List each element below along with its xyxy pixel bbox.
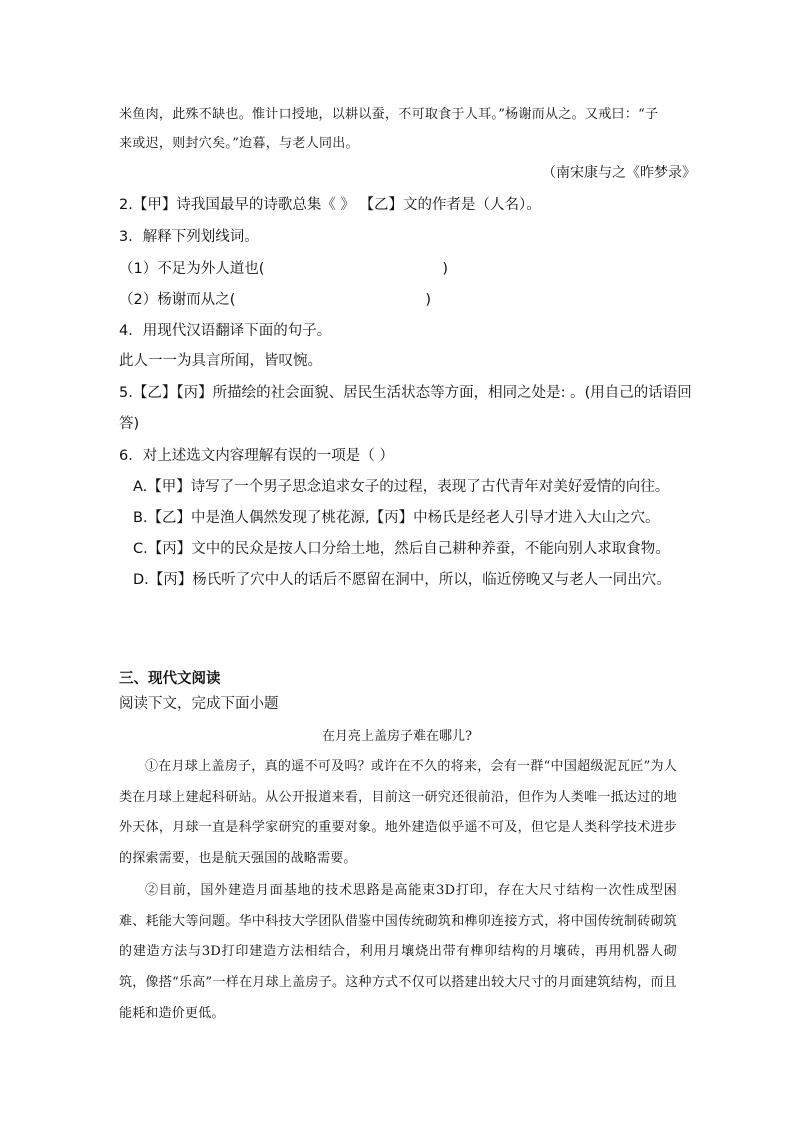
option-d: D.【丙】杨氏听了穴中人的话后不愿留在洞中，所以，临近傍晚又与老人一同出穴。 [133,572,671,588]
option-b: B.【乙】中是渔人偶然发现了桃花源,【丙】中杨氏是经老人引导才进入大山之穴。 [133,510,660,526]
classical-text-line-1: 米鱼肉，此殊不缺也。惟计口授地，以耕以蚕，不可取食于人耳。”杨谢而从之。又戒曰：“子 [119,107,659,122]
question-5-line-2: 答) [119,416,140,432]
question-4: 4．用现代汉语翻译下面的句子。 [119,323,332,339]
reading-instruction: 阅读下文，完成下面小题 [119,696,279,712]
option-c: C.【丙】文中的民众是按人口分给土地，然后自己耕种养蚕，不能向别人求取食物。 [133,541,670,557]
source-citation: （南宋康与之《昨梦录》 [542,165,696,181]
question-6: 6．对上述选文内容理解有误的一项是（ ） [119,448,394,464]
close-paren: ) [425,292,432,308]
question-4-sentence: 此人一一为具言所闻，皆叹惋。 [119,353,322,369]
option-a: A.【甲】诗写了一个男子思念追求女子的过程，表现了古代青年对美好爱情的向往。 [133,479,670,495]
close-paren: ) [442,261,449,277]
question-2: 2.【甲】诗我国最早的诗歌总集《 》 【乙】文的作者是（人名）。 [119,197,541,213]
question-3-1-text: （1）不足为外人道也( [119,261,265,277]
article-paragraph-1: ①在月球上盖房子，真的遥不可及吗？或许在不久的将来，会有一群“中国超级泥瓦匠”为人类在月球上建起科研站。从公开报道来看，目前这一研究还很前沿，但作为人类唯一抵达过的地外天体，月球一直是科学家研究的重要对象。地外建造似乎遥不可及，但它是人类科学技术进步的探索需要，也是航天强国的战略需要。 [119,759,677,867]
article-title: 在月亮上盖房子难在哪儿? [322,729,472,744]
article-paragraph-2: ②目前，国外建造月面基地的技术思路是高能束3D打印，存在大尺寸结构一次性成型困难、耗能大等问题。华中科技大学团队借鉴中国传统砌筑和榫卯连接方式，将中国传统制砖砌筑的建造方法与3D打印建造方法相结合，利用月壤烧出带有榫卯结构的月壤砖，再用机器人砌筑，像搭“乐高”一样在月球上盖房子。这种方式不仅可以搭建出较大尺寸的月面建筑结构，而且能耗和造价更低。 [119,883,677,1021]
question-3-2-text: （2）杨谢而从之( [119,292,236,308]
section-heading: 三、现代文阅读 [119,671,221,687]
question-3-2 [119,289,431,311]
classical-text-line-2: 来或迟，则封穴矣。”迨暮，与老人同出。 [119,136,359,151]
question-5-line-1: 5.【乙】【丙】所描绘的社会面貌、居民生活状态等方面，相同之处是: 。(用自己的话语回 [119,385,692,401]
question-3-1 [119,258,448,280]
question-3: 3．解释下列划线词。 [119,229,259,245]
